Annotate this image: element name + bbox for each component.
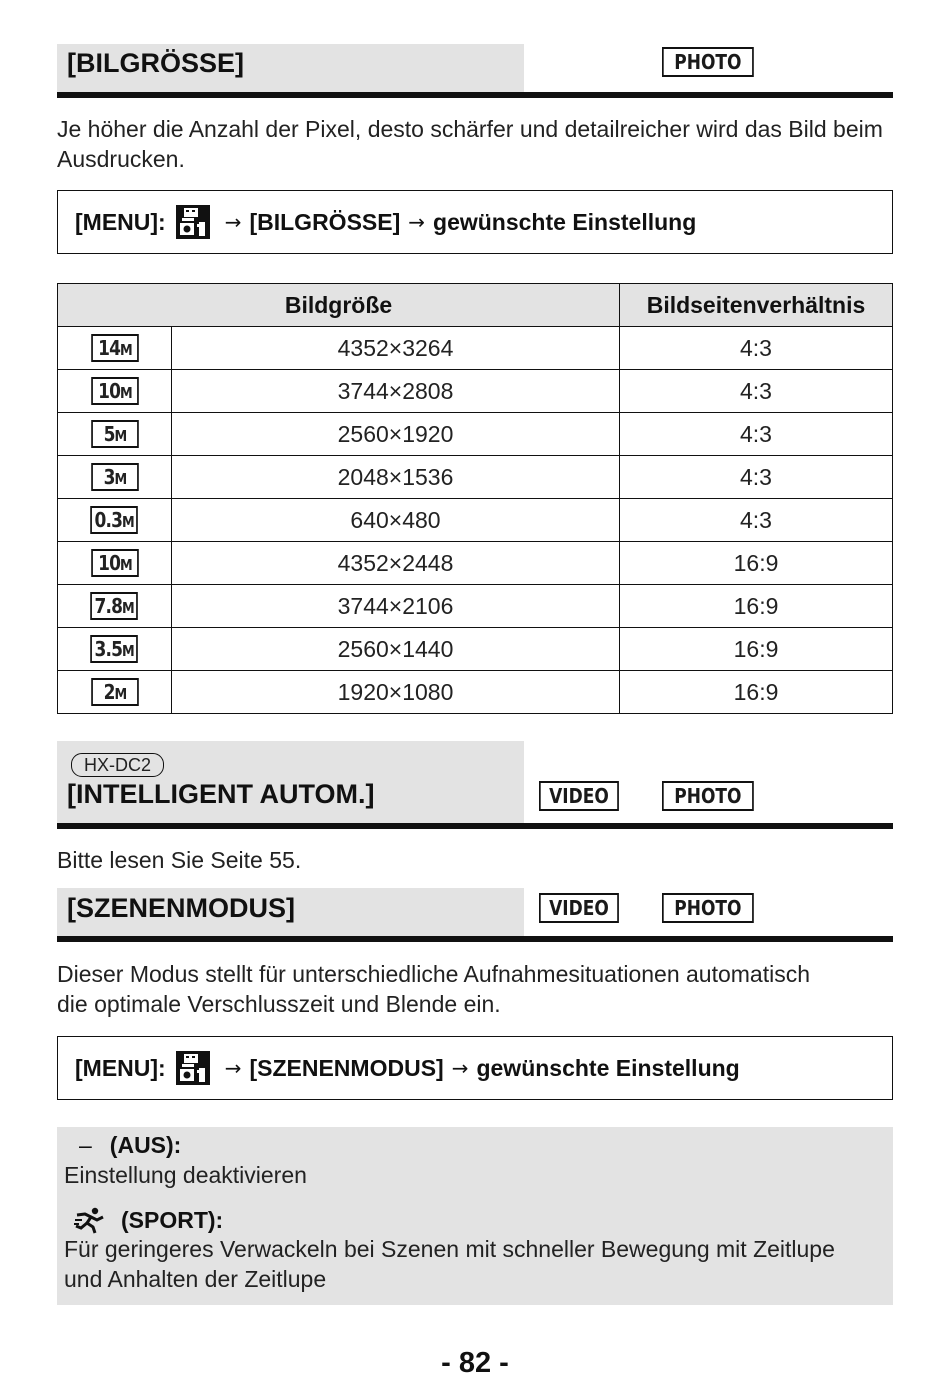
setup-camera-icon [176, 1051, 210, 1085]
aspect-ratio-cell: 4:3 [620, 327, 893, 370]
table-row [58, 456, 893, 499]
table-row [58, 628, 893, 671]
image-size-cell: 2560×1920 [172, 413, 620, 456]
aspect-ratio-cell: 16:9 [620, 542, 893, 585]
menu-label: [MENU]: [75, 208, 166, 235]
bildgroesse-menu-path [57, 190, 893, 254]
table-row [58, 327, 893, 370]
scene-options [57, 1127, 893, 1305]
option-sport: (SPORT): [73, 1206, 223, 1234]
menu-setting: gewünschte Einstellung [476, 1054, 740, 1081]
szenenmodus-title: [SZENENMODUS] [67, 893, 295, 923]
bildgroesse-title: [BILGRÖSSE] [67, 48, 245, 78]
option-aus: – (AUS): [79, 1132, 182, 1158]
image-size-cell: 1920×1080 [172, 671, 620, 714]
setup-camera-icon [176, 205, 210, 239]
photo-badge: PHOTO [662, 47, 754, 77]
intelligent-note: Bitte lesen Sie Seite 55. [57, 847, 302, 873]
image-size-cell: 4352×3264 [172, 327, 620, 370]
menu-item: [BILGRÖSSE] [249, 208, 401, 235]
aspect-ratio-cell: 16:9 [620, 628, 893, 671]
megapixel-icon: 10M [91, 549, 139, 577]
megapixel-icon: 5M [91, 420, 139, 448]
menu-arrow: → [224, 210, 242, 234]
video-badge: VIDEO [539, 893, 619, 923]
image-size-cell: 3744×2106 [172, 585, 620, 628]
table-row [58, 370, 893, 413]
option-aus-text: Einstellung deaktivieren [64, 1162, 307, 1188]
image-size-cell: 640×480 [172, 499, 620, 542]
table-row [58, 499, 893, 542]
photo-badge: PHOTO [662, 893, 754, 923]
video-badge: VIDEO [539, 781, 619, 811]
megapixel-icon: 3.5M [91, 635, 139, 663]
menu-setting: gewünschte Einstellung [433, 208, 697, 235]
photo-badge: PHOTO [662, 781, 754, 811]
megapixel-icon: 10M [91, 377, 139, 405]
menu-item: [SZENENMODUS] [249, 1054, 444, 1081]
table-row [58, 585, 893, 628]
szenenmodus-header [57, 888, 893, 944]
megapixel-icon: 7.8M [91, 592, 139, 620]
aspect-ratio-cell: 16:9 [620, 585, 893, 628]
page-number: - 82 - [441, 1347, 509, 1379]
menu-arrow: → [224, 1056, 242, 1080]
szenenmodus-description: Dieser Modus stellt für unterschiedliche Aufnahmesituationen automatisch die optimale Verschlusszeit und Blende ein. [57, 961, 811, 1017]
image-size-cell: 2560×1440 [172, 628, 620, 671]
bildgroesse-header [57, 44, 893, 98]
image-size-cell: 3744×2808 [172, 370, 620, 413]
aspect-ratio-cell: 4:3 [620, 413, 893, 456]
table-row [58, 413, 893, 456]
menu-arrow: → [451, 1056, 469, 1080]
sport-icon [73, 1206, 107, 1234]
image-size-table [57, 283, 893, 714]
aspect-ratio-cell: 16:9 [620, 671, 893, 714]
option-sport-text: Für geringeres Verwackeln bei Szenen mit schneller Bewegung mit Zeitlupe und Anhalten der Zeitlupe [64, 1236, 835, 1292]
table-row [58, 542, 893, 585]
aspect-ratio-cell: 4:3 [620, 456, 893, 499]
dash-icon: – [79, 1132, 92, 1158]
intelligent-header [57, 741, 893, 831]
megapixel-icon: 14M [91, 334, 139, 362]
model-tag: HX-DC2 [71, 753, 164, 777]
aspect-ratio-cell: 4:3 [620, 499, 893, 542]
megapixel-icon: 3M [91, 463, 139, 491]
col-header-size: Bildgröße [58, 284, 620, 327]
image-size-cell: 4352×2448 [172, 542, 620, 585]
image-size-cell: 2048×1536 [172, 456, 620, 499]
col-header-ratio: Bildseitenverhältnis [620, 284, 893, 327]
aspect-ratio-cell: 4:3 [620, 370, 893, 413]
menu-arrow: → [408, 210, 426, 234]
table-row [58, 671, 893, 714]
intelligent-title: [INTELLIGENT AUTOM.] [67, 779, 375, 809]
menu-label: [MENU]: [75, 1054, 166, 1081]
bildgroesse-description: Je höher die Anzahl der Pixel, desto schärfer und detailreicher wird das Bild beim Ausdrucken. [57, 116, 883, 172]
megapixel-icon: 2M [91, 678, 139, 706]
megapixel-icon: 0.3M [91, 506, 139, 534]
szenenmodus-menu-path [57, 1036, 893, 1100]
